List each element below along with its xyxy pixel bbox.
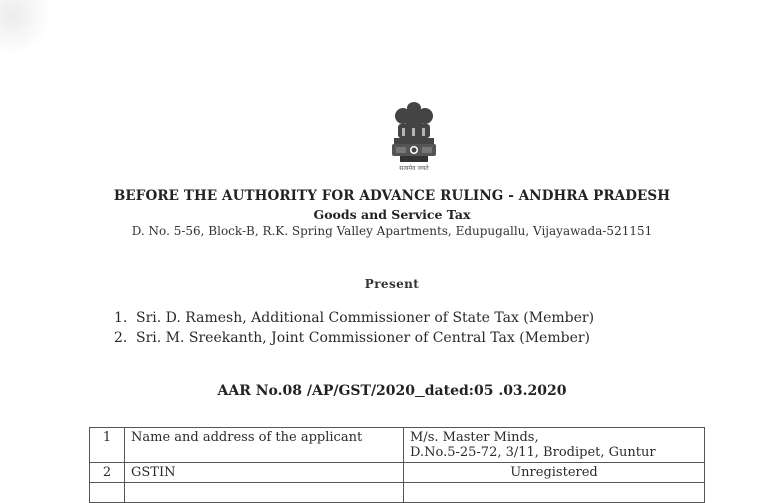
applicant-info-table <box>89 427 705 503</box>
ruling-date: dated:05 .03.2020 <box>424 383 567 399</box>
table-row <box>90 483 705 503</box>
member-number: 2. <box>114 330 128 346</box>
row-label: Name and address of the applicant <box>125 428 404 463</box>
row-value: Unregistered <box>404 463 705 483</box>
row-value <box>404 483 705 503</box>
row-label <box>125 483 404 503</box>
list-item <box>114 308 594 328</box>
member-text: Sri. M. Sreekanth, Joint Commissioner of Central Tax (Member) <box>136 330 591 346</box>
row-number <box>90 483 125 503</box>
applicant-name: M/s. Master Minds, <box>410 430 539 445</box>
table-row <box>90 428 705 463</box>
table-row <box>90 463 705 483</box>
member-text: Sri. D. Ramesh, Additional Commissioner of State Tax (Member) <box>136 310 595 326</box>
emblem-motto: सत्यमेव जयते <box>399 165 429 172</box>
row-label: GSTIN <box>125 463 404 483</box>
applicant-address: D.No.5-25-72, 3/11, Brodipet, Guntur <box>410 445 656 460</box>
ruling-number: AAR No.08 /AP/GST/2020 <box>217 383 416 399</box>
row-number: 1 <box>90 428 125 463</box>
present-heading: Present <box>364 277 420 291</box>
member-number: 1. <box>114 310 128 326</box>
state-emblem-icon <box>386 100 442 178</box>
authority-subtitle: Goods and Service Tax <box>313 207 471 222</box>
row-number: 2 <box>90 463 125 483</box>
scan-smudge <box>0 0 60 60</box>
authority-address: D. No. 5-56, Block-B, R.K. Spring Valley Apartments, Edupugallu, Vijayawada-521151 <box>131 224 653 238</box>
ruling-reference <box>0 383 784 399</box>
list-item <box>114 328 594 348</box>
authority-heading: BEFORE THE AUTHORITY FOR ADVANCE RULING - ANDHRA PRADESH <box>113 188 671 204</box>
members-list <box>114 308 594 348</box>
row-value <box>404 428 705 463</box>
